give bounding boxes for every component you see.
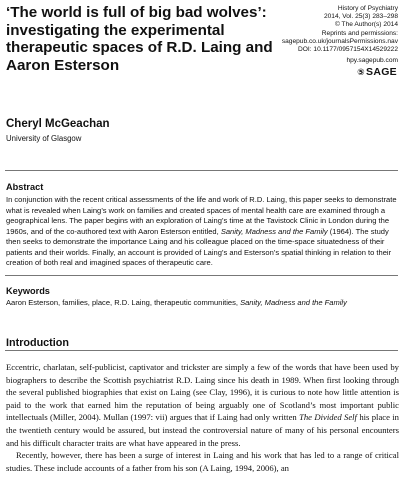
author-affiliation: University of Glasgow bbox=[6, 134, 82, 143]
author-name: Cheryl McGeachan bbox=[6, 118, 110, 130]
introduction-body bbox=[6, 361, 399, 474]
abstract-heading: Abstract bbox=[6, 182, 44, 192]
sage-s-icon: ⑤ bbox=[357, 67, 366, 77]
italic-title: Sanity, Madness and the Family bbox=[240, 298, 347, 307]
italic-title: The Divided Self bbox=[299, 412, 357, 423]
reprints-label: Reprints and permissions: bbox=[321, 29, 398, 37]
article-title: ‘The world is full of big bad wolves’: investigating the experimental therapeutic spaces of R.D. Laing and Aaron Esterson bbox=[6, 4, 273, 74]
text-run: In conjunction with the recent critical assessments of the life and work of R.D. Laing, this paper seeks to demonstrate what is revealed when Laing’s work on families and created spaces of mental health care are examined through a geographical lens. The paper begins with an exploration of Laing’s time at the Tavistock Clinic in London during the 1960s, and of the co-authored text with Aaron Esterson entitled, bbox=[6, 195, 397, 236]
text-run: Aaron Esterson, families, place, R.D. Laing, therapeutic communities, bbox=[6, 298, 241, 307]
text-run: Recently, however, there has been a surge of interest in Laing and his work that has led to a range of critical studies. These include accounts of a father from his son (A Laing, 1994, 2006), an bbox=[6, 450, 399, 473]
keywords-heading: Keywords bbox=[6, 286, 50, 296]
italic-title: Sanity, Madness and the Family bbox=[220, 226, 328, 236]
reprints-link[interactable]: sagepub.co.uk/journalsPermissions.nav bbox=[281, 37, 398, 45]
journal-name: History of Psychiatry bbox=[337, 5, 398, 12]
journal-volume-pages: 2014, Vol. 25(3) 283–298 bbox=[323, 13, 398, 21]
sage-logo-text: SAGE bbox=[366, 66, 397, 78]
body-paragraph bbox=[6, 449, 399, 474]
text-run: Eccentric, charlatan, self-publicist, captivator and trickster are simply a few of the words that have been used by biographers to describe the Scottish psychiatrist R.D. Laing since his death in 1989. When first looking through the several published biographies that exist on Laing (see Clay, 1996), it is curious to note how little attention is paid to the work that earned him the reputation of being arguably one of Scotland’s most important public intellectuals (Miller, 2004). Mullan (1997: vii) argues that if Laing had only written bbox=[6, 362, 399, 423]
journal-site-link[interactable]: hpy.sagepub.com bbox=[346, 57, 398, 65]
journal-copyright: © The Author(s) 2014 bbox=[334, 21, 398, 29]
introduction-rule bbox=[5, 350, 398, 351]
text-run: his place in the twentieth century would be assured, but instead the controversial nature of many of his personal encounters and his difficult character traits are what have appeared in the press. bbox=[6, 412, 399, 448]
body-paragraph bbox=[6, 361, 399, 449]
abstract-text bbox=[6, 195, 398, 269]
text-run: (1964). The study then seeks to demonstrate the importance Laing and his colleague placed on the time-space situatedness of their patients and their worlds. Finally, an account is provided of Laing’s and Esterson’s spatial thinking in relation to their creation of both real and imagined spaces of therapeutic care. bbox=[6, 226, 392, 267]
keywords-text bbox=[6, 298, 398, 309]
doi[interactable]: DOI: 10.1177/0957154X14529222 bbox=[298, 46, 398, 54]
journal-info bbox=[258, 5, 398, 65]
introduction-heading: Introduction bbox=[6, 337, 69, 349]
sage-logo bbox=[357, 66, 397, 78]
